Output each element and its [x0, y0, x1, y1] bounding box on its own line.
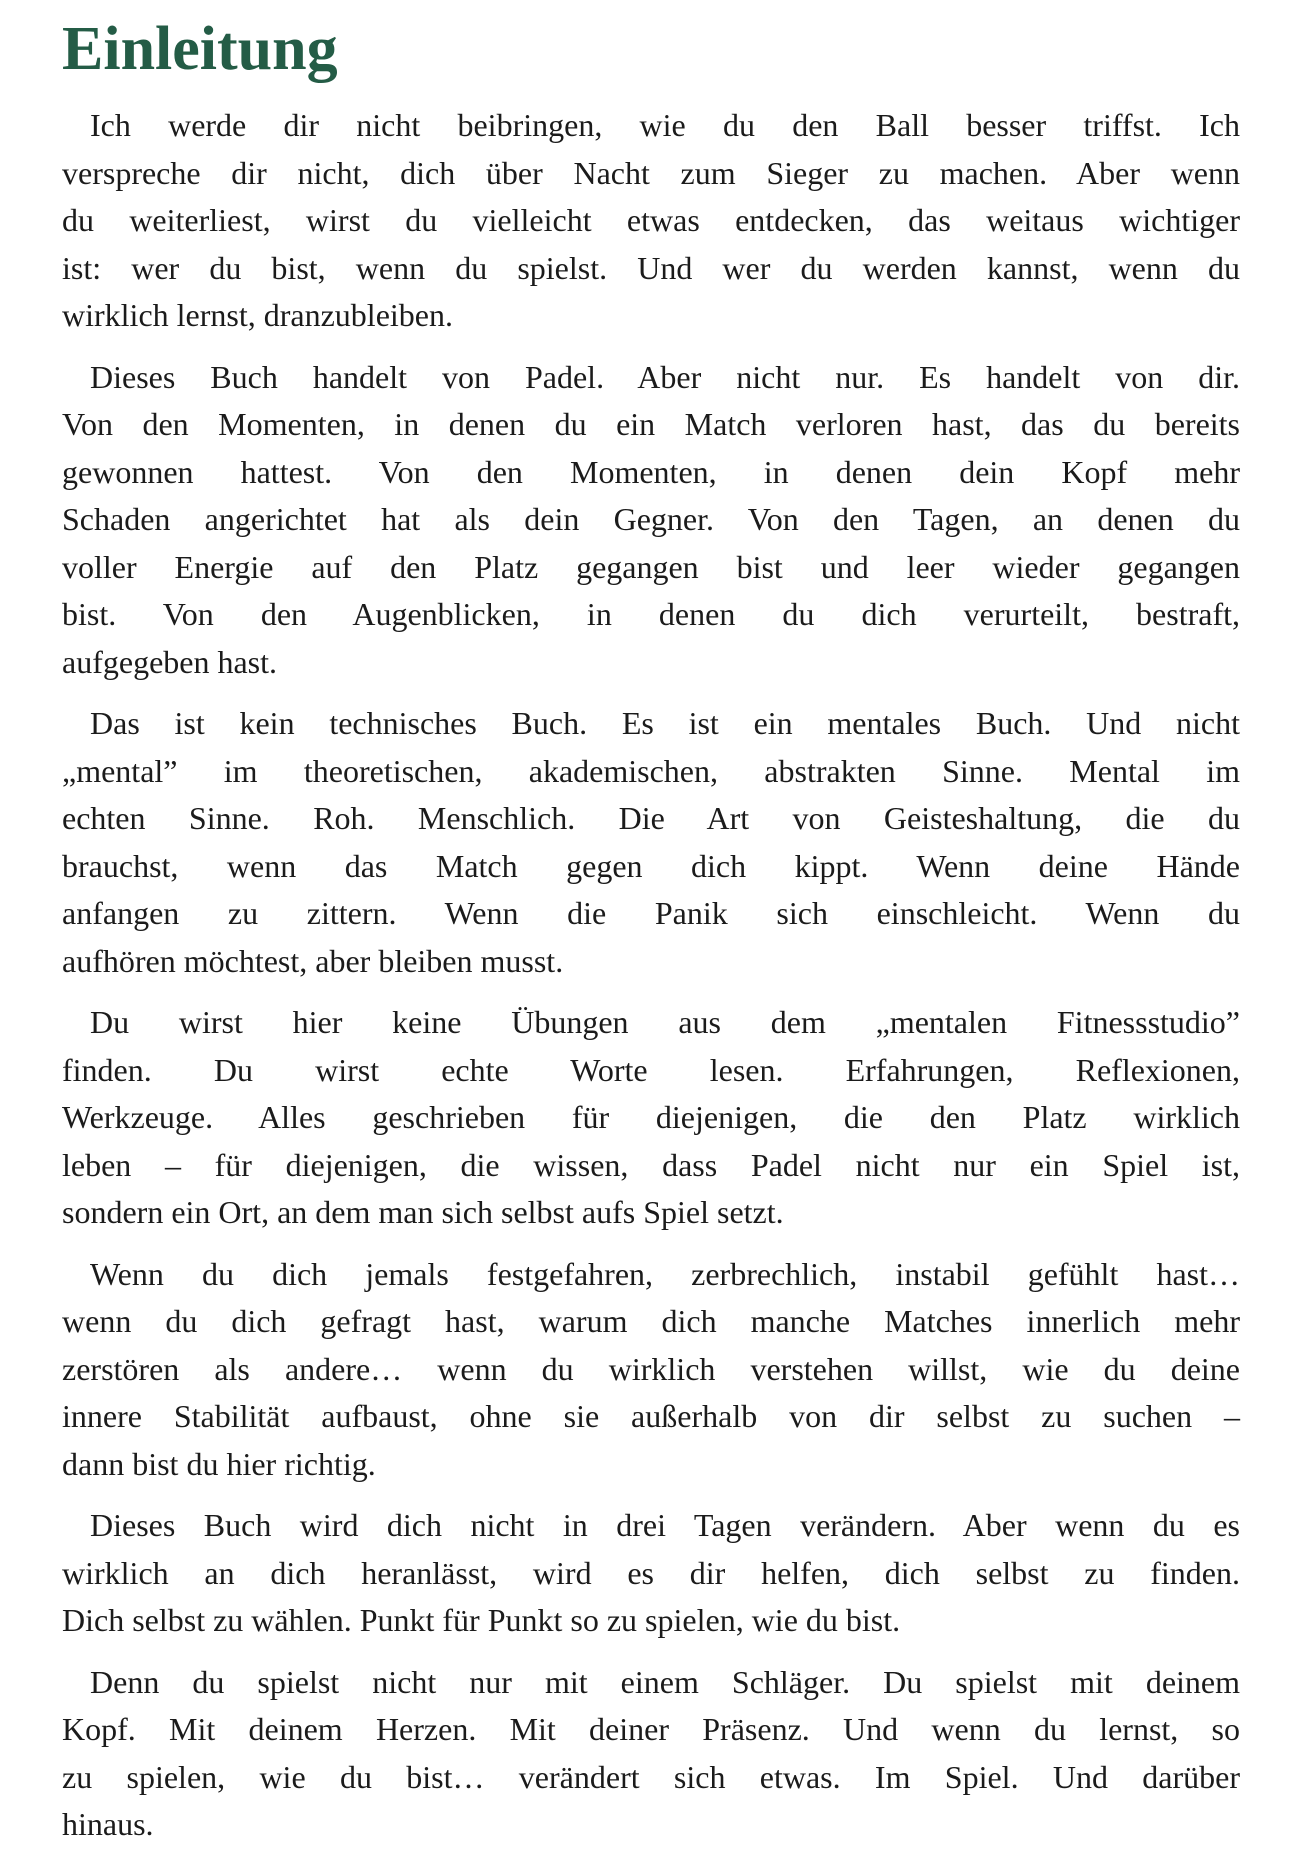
text-line: zerstören als andere… wenn du wirklich verstehen willst, wie du deine	[62, 1350, 1240, 1387]
text-line: leben – für diejenigen, die wissen, dass Padel nicht nur ein Spiel ist,	[62, 1146, 1240, 1183]
text-line: wirklich an dich heranlässt, wird es dir helfen, dich selbst zu finden.	[62, 1554, 1240, 1591]
text-line: wirklich lernst, dranzubleiben.	[62, 297, 453, 333]
text-line: aufhören möchtest, aber bleiben musst.	[62, 942, 564, 979]
paragraph	[62, 1502, 1240, 1645]
page-content	[62, 12, 1240, 1849]
text-line: Schaden angerichtet hat als dein Gegner. Von den Tagen, an denen du	[62, 501, 1240, 537]
text-line: hinaus.	[62, 1806, 154, 1842]
text-line: Kopf. Mit deinem Herzen. Mit deiner Präsenz. Und wenn du lernst, so	[62, 1711, 1240, 1747]
text-line: aufgegeben hast.	[62, 643, 278, 680]
page-title: Einleitung	[62, 15, 338, 83]
text-line: „mental” im theoretischen, akademischen, abstrakten Sinne. Mental im	[62, 752, 1240, 789]
text-line: anfangen zu zittern. Wenn die Panik sich einschleicht. Wenn du	[62, 895, 1240, 931]
text-line: Du wirst hier keine Übungen aus dem „mentalen Fitnessstudio”	[90, 1004, 1240, 1040]
text-line: Dieses Buch handelt von Padel. Aber nicht nur. Es handelt von dir.	[90, 358, 1240, 395]
text-line: brauchst, wenn das Match gegen dich kippt. Wenn deine Hände	[62, 847, 1240, 884]
text-line: gewonnen hattest. Von den Momenten, in denen dein Kopf mehr	[62, 453, 1240, 490]
text-line: Dieses Buch wird dich nicht in drei Tagen verändern. Aber wenn du es	[90, 1507, 1240, 1543]
text-line: Denn du spielst nicht nur mit einem Schläger. Du spielst mit deinem	[90, 1663, 1240, 1700]
paragraph	[62, 354, 1240, 687]
text-line: wenn du dich gefragt hast, warum dich manche Matches innerlich mehr	[62, 1303, 1240, 1339]
text-line: Das ist kein technisches Buch. Es ist ein mentales Buch. Und nicht	[90, 705, 1240, 741]
text-line: ist: wer du bist, wenn du spielst. Und wer du werden kannst, wenn du	[62, 249, 1240, 286]
text-line: echten Sinne. Roh. Menschlich. Die Art von Geisteshaltung, die du	[62, 800, 1240, 836]
text-line: Von den Momenten, in denen du ein Match verloren hast, das du bereits	[62, 406, 1240, 442]
text-line: voller Energie auf den Platz gegangen bist und leer wieder gegangen	[62, 548, 1240, 585]
paragraph	[62, 700, 1240, 985]
text-line: Wenn du dich jemals festgefahren, zerbrechlich, instabil gefühlt hast…	[90, 1255, 1240, 1292]
text-line: dann bist du hier richtig.	[62, 1445, 376, 1482]
text-line: bist. Von den Augenblicken, in denen du dich verurteilt, bestraft,	[62, 596, 1240, 632]
text-line: finden. Du wirst echte Worte lesen. Erfahrungen, Reflexionen,	[62, 1051, 1240, 1088]
paragraph	[62, 1659, 1240, 1849]
paragraph	[62, 999, 1240, 1237]
text-line: sondern ein Ort, an dem man sich selbst aufs Spiel setzt.	[62, 1194, 784, 1230]
body-text	[62, 102, 1240, 1849]
text-line: Ich werde dir nicht beibringen, wie du den Ball besser triffst. Ich	[90, 107, 1240, 143]
paragraph	[62, 1251, 1240, 1489]
text-line: Dich selbst zu wählen. Punkt für Punkt so zu spielen, wie du bist.	[62, 1602, 901, 1638]
text-line: verspreche dir nicht, dich über Nacht zum Sieger zu machen. Aber wenn	[62, 154, 1240, 191]
text-line: innere Stabilität aufbaust, ohne sie außerhalb von dir selbst zu suchen –	[62, 1398, 1240, 1434]
text-line: zu spielen, wie du bist… verändert sich etwas. Im Spiel. Und darüber	[62, 1758, 1240, 1795]
text-line: Werkzeuge. Alles geschrieben für diejenigen, die den Platz wirklich	[62, 1099, 1240, 1135]
paragraph	[62, 102, 1240, 340]
text-line: du weiterliest, wirst du vielleicht etwas entdecken, das weitaus wichtiger	[62, 202, 1240, 238]
